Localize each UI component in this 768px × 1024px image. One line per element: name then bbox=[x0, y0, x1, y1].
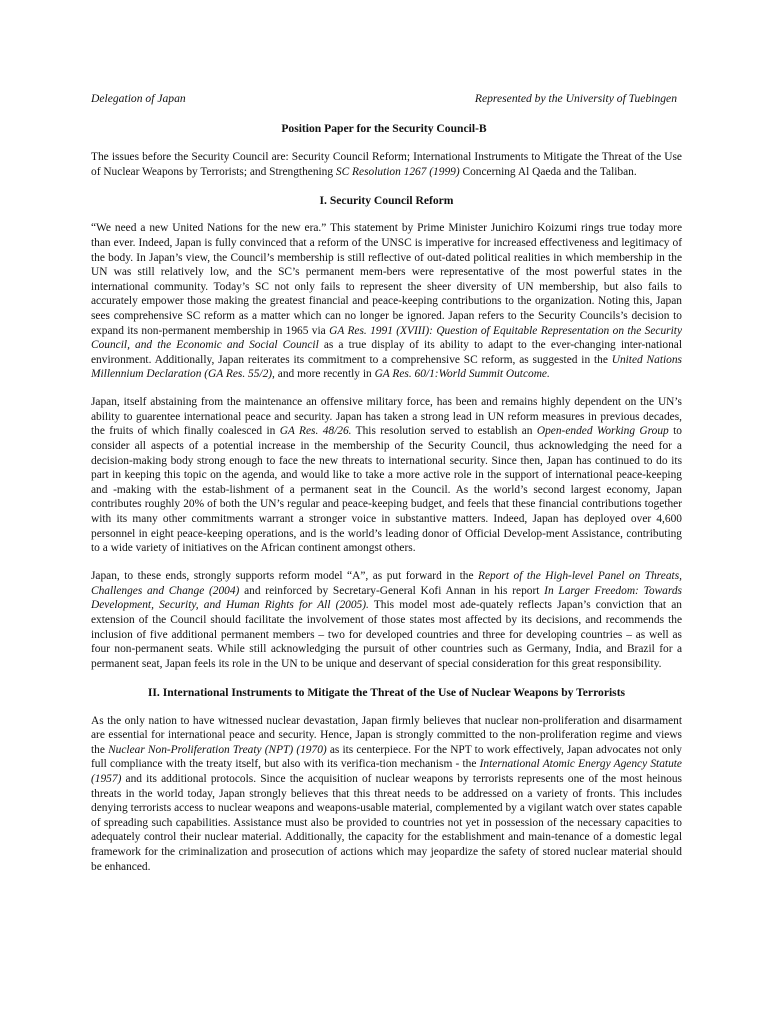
s1p3-citation-1: Report of the High-level Panel on Threats, Challenges and Change (2004) bbox=[91, 570, 682, 597]
s1p3-text-1: Japan, to these ends, strongly supports reform model “A”, as put forward in the bbox=[91, 570, 479, 583]
section-2-heading: II. International Instruments to Mitigate the Threat of the Use of Nuclear Weapons by Terrorists bbox=[147, 685, 626, 699]
s1p2-text-1: Japan, itself abstaining from the maintenance an offensive military force, has been and remains highly dependent on the UN’s ability to guarentee international peace and security. Japan has taken a strong lead in UN reform measures in previous decades, the fruits of which finally coalesced in bbox=[91, 396, 682, 438]
section-1-paragraph-3 bbox=[91, 569, 682, 671]
s1p1-text-1: “We need a new United Nations for the new era.” This statement by Prime Minister Junichiro Koizumi rings true today more than ever. Indeed, Japan is fully convinced that a reform of the UNSC is imperative for increased effectiveness and legitimacy of the body. In Japan’s view, the Council’s membership is still reflective of out-dated political realities in which membership in the UN was still relatively low, and the SC’s permanent mem-bers were representative of the most powerful states in the international community. Today’s SC not only fails to represent the sheer diversity of UN membership, but also fails to accurately empower those making the greatest financial and peace-keeping contributions to the organization. Noting this, Japan sees comprehensive SC reform as a matter which can no longer be ignored. Japan refers to the Security Councils’s decision to expand its non-permanent membership in 1965 via bbox=[91, 222, 682, 337]
s2p1-citation-2: International Atomic Energy Agency Statute (1957) bbox=[91, 758, 682, 785]
intro-paragraph bbox=[91, 150, 682, 179]
s2p1-citation-1: Nuclear Non-Proliferation Treaty (NPT) (1970) bbox=[108, 743, 327, 756]
intro-text-2: Concerning Al Qaeda and the Taliban. bbox=[459, 165, 637, 178]
s1p3-citation-2: In Larger Freedom: Towards Development, Security, and Human Rights for All (2005). bbox=[91, 584, 682, 612]
s1p1-citation-1: GA Res. 1991 (XVIII): Question of Equitable Representation on the Security Council, and the Economic and Social Council bbox=[91, 324, 682, 352]
page-header bbox=[91, 91, 677, 107]
s1p3-text-2: and reinforced by Secretary-General Kofi Annan in his report bbox=[239, 584, 545, 597]
intro-text-1: The issues before the Security Council are: Security Council Reform; International Instruments to Mitigate the Threat of the Use of Nuclear Weapons by Terrorists; and Strengthening bbox=[91, 151, 682, 178]
s2p1-text-2: as its centerpiece. For the NPT to work effectively, Japan advocates not only full compliance with the treaty itself, but also with its verifica-tion mechanism - the bbox=[91, 743, 682, 771]
section-1-paragraph-2 bbox=[91, 395, 682, 556]
s2p1-text-3: and its additional protocols. Since the acquisition of nuclear weapons by terrorists represents one of the most heinous threats in the world today, Japan strongly believes that this threat needs to be addressed on a variety of fronts. This includes denying terrorists access to nuclear weapons and weapons-usable material, complemented by a vigilant watch over states capable of spreading such capabilities. Assistance must also be provided to countries not yet in possession of the necessary capacities to adequately control their nuclear material. Additionally, the capacity for the establishment and main-tenance of a domestic legal framework for the criminalization and prosecution of actions which may jeopardize the safety of stored nuclear material should be enhanced. bbox=[91, 772, 682, 873]
s1p2-citation-2: Open-ended Working Group bbox=[536, 425, 669, 438]
document-body bbox=[91, 150, 682, 887]
s1p1-text-3: and more recently in bbox=[274, 368, 375, 381]
section-1-paragraph-1 bbox=[91, 221, 682, 382]
intro-citation: SC Resolution 1267 (1999) bbox=[335, 165, 460, 178]
section-2-paragraph-1 bbox=[91, 714, 682, 875]
s1p3-text-3: This model most ade-quately reflects Japan’s conviction that an extension of the Council should facilitate the involvement of those states most affected by its decisions, and recommends the inclusion of five additional permanent members – two for developed countries and three for developing countries – as well as four non-permanent seats. While still acknowledging the pursuit of other countries such as Germany, India, and Brazil for a permanent seat, Japan feels its role in the UN to be unique and deservant of special consideration for this great responsibility. bbox=[91, 599, 683, 670]
s1p1-text-2: as a true display of its ability to adapt to the ever-changing inter-national environment. Additionally, Japan reiterates its commitment to a comprehensive SC reform, as suggested in the bbox=[91, 339, 682, 366]
section-1-heading: I. Security Council Reform bbox=[319, 193, 454, 207]
s1p2-citation-1: GA Res. 48/26. bbox=[279, 425, 352, 438]
s1p2-text-2: This resolution served to establish an bbox=[351, 425, 537, 438]
delegation-label: Delegation of Japan bbox=[91, 92, 186, 105]
s2p1-text-1: As the only nation to have witnessed nuclear devastation, Japan firmly believes that nuclear non-proliferation and disarmament are essential for international peace and security. Hence, Japan is strongly committed to the non-proliferation regime and views the bbox=[91, 714, 682, 756]
s1p2-text-3: to consider all aspects of a potential increase in the membership of the Security Council, thus acknowledging the need for a decision-making body strong enough to face the new threats to international security. Since then, Japan has continued to do its part in keeping this topic on the agenda, and would like to take a more active role in the support of international peace-keeping and -making with the estab-lishment of a permanent seat in the Council. As the world’s second largest economy, Japan contributes roughly 20% of both the UN’s regular and peace-keeping budget, and feels that these financial contributions together with its many other commitments warrant a stronger voice in substantive matters. Indeed, Japan has deployed over 4,600 personnel in eight peace-keeping operations, and is the world’s leading donor of Official Develop-ment Assistance, contributing to a wide variety of initiatives on the African continent amongst others. bbox=[91, 425, 682, 555]
document-title: Position Paper for the Security Council-B bbox=[281, 122, 487, 135]
s1p1-citation-2: United Nations Millennium Declaration (GA Res. 55/2), bbox=[91, 353, 682, 381]
represented-by-label: Represented by the University of Tuebingen bbox=[474, 92, 677, 105]
s1p1-citation-3: GA Res. 60/1:World Summit Outcome. bbox=[374, 368, 550, 381]
